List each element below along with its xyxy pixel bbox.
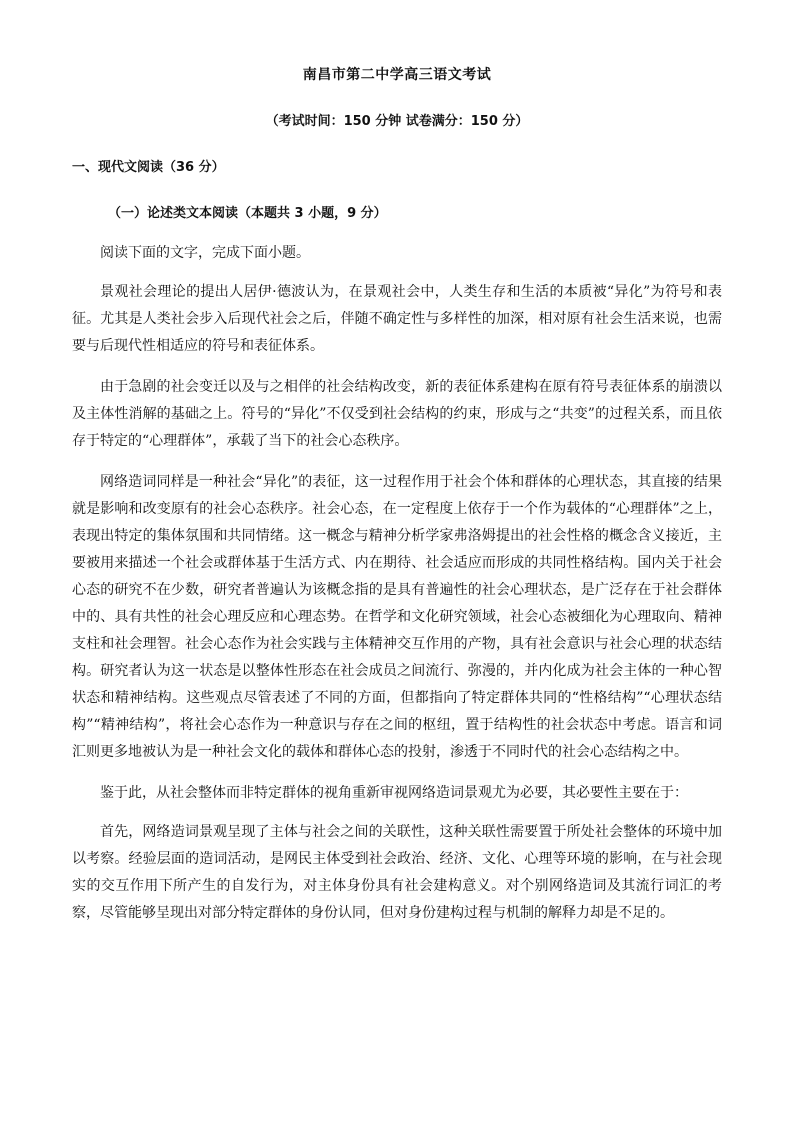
exam-info: （考试时间：150 分钟 试卷满分：150 分） bbox=[265, 114, 529, 129]
instruction-text: 阅读下面的文字，完成下面小题。 bbox=[100, 245, 310, 261]
section-heading: 一、现代文阅读（36 分） bbox=[72, 160, 225, 175]
passage-paragraph-4: 鉴于此，从社会整体而非特定群体的视角重新审视网络造词景观尤为必要，其必要性主要在于： bbox=[100, 785, 688, 801]
passage-paragraph-1: 景观社会理论的提出人居伊·德波认为，在景观社会中，人类生存和生活的本质被“异化”为符号和表征。尤其是人类社会步入后现代社会之后，伴随不确定性与多样性的加深，相对原有社会生活来说，也需要与后现代性相适应的符号和表征体系。 bbox=[72, 284, 722, 354]
passage-paragraph-3: 网络造词同样是一种社会“异化”的表征，这一过程作用于社会个体和群体的心理状态，其直接的结果就是影响和改变原有的社会心态秩序。社会心态，在一定程度上依存于一个作为载体的“心理群体”之上，表现出特定的集体氛围和共同情绪。这一概念与精神分析学家弗洛姆提出的社会性格的概念含义接近，主要被用来描述一个社会或群体基于生活方式、内在期待、社会适应而形成的共同性格结构。国内关于社会心态的研究不在少数，研究者普遍认为该概念指的是具有普遍性的社会心理状态，是广泛存在于社会群体中的、具有共性的社会心理反应和心理态势。在哲学和文化研究领域，社会心态被细化为心理取向、精神支柱和社会理智。社会心态作为社会实践与主体精神交互作用的产物，具有社会意识与社会心理的状态结构。研究者认为这一状态是以整体性形态在社会成员之间流行、弥漫的，并内化成为社会主体的一种心智状态和精神结构。这些观点尽管表述了不同的方面，但都指向了特定群体共同的“性格结构”“心理状态结构”“精神结构”，将社会心态作为一种意识与存在之间的枢纽，置于结构性的社会状态中考虑。语言和词汇则更多地被认为是一种社会文化的载体和群体心态的投射，渗透于不同时代的社会心态结构之中。 bbox=[72, 474, 722, 760]
exam-title: 南昌市第二中学高三语文考试 bbox=[302, 67, 492, 83]
passage-paragraph-2: 由于急剧的社会变迁以及与之相伴的社会结构改变，新的表征体系建构在原有符号表征体系的崩溃以及主体性消解的基础之上。符号的“异化”不仅受到社会结构的约束，形成与之“共变”的过程关系，而且依存于特定的“心理群体”，承载了当下的社会心态秩序。 bbox=[72, 379, 722, 449]
passage-paragraph-5: 首先，网络造词景观呈现了主体与社会之间的关联性，这种关联性需要置于所处社会整体的环境中加以考察。经验层面的造词活动，是网民主体受到社会政治、经济、文化、心理等环境的影响，在与社会现实的交互作用下所产生的自发行为，对主体身份具有社会建构意义。对个别网络造词及其流行词汇的考察，尽管能够呈现出对部分特定群体的身份认同，但对身份建构过程与机制的解释力却是不足的。 bbox=[72, 824, 722, 921]
part-heading: （一）论述类文本阅读（本题共 3 小题，9 分） bbox=[108, 206, 387, 221]
reading-passage bbox=[72, 240, 722, 941]
